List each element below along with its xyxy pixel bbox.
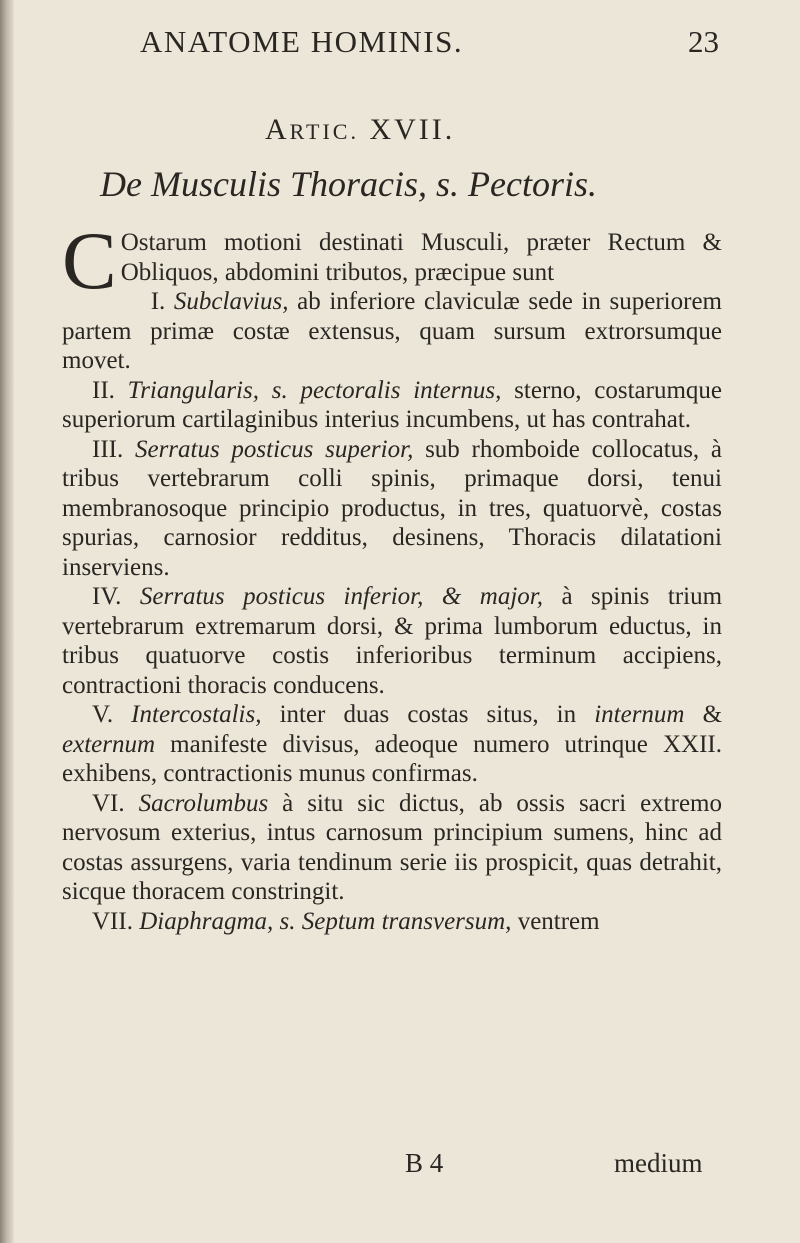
item-number: II. — [92, 376, 115, 404]
paragraph-5 — [62, 700, 722, 789]
item-text: inter duas costas situs, in — [279, 701, 577, 728]
section-title: De Musculis Thoracis, s. Pectoris. — [100, 164, 597, 204]
item-number: IV. — [92, 583, 122, 610]
article-heading — [265, 110, 565, 152]
ampersand: & — [702, 701, 723, 728]
article-number: XVII. — [369, 113, 456, 146]
muscle-name: Intercostalis, — [131, 701, 262, 728]
paragraph-7 — [62, 907, 722, 937]
paragraph-2 — [62, 376, 722, 435]
muscle-name: Serratus posticus superior, — [134, 435, 414, 463]
body-text — [62, 215, 723, 936]
item-text: sterno, costarumque superiorum cartilaginibus interius incumbens, ut has contrahat. — [62, 376, 723, 433]
item-text: sub rhomboide collocatus, à tribus vertebrarum colli spinis, primaque dorsi, tenui membranosoque principio productus, in tres, quatuorvè, costas spurias, carnosior redditus, desinens, Thoracis dilatationi inserviens. — [62, 435, 723, 581]
catchword: medium — [614, 1148, 703, 1178]
article-label-rest: RTIC. — [289, 119, 359, 144]
item-number: VI. — [92, 789, 125, 817]
item-text: ventrem — [517, 907, 600, 935]
muscle-name: Subclavius, — [173, 288, 289, 315]
paragraph-3 — [62, 435, 722, 583]
item-number: VII. — [92, 907, 133, 935]
item-number: III. — [92, 435, 124, 463]
drop-capital: C — [62, 215, 117, 306]
article-label-initial: A — [265, 113, 290, 146]
muscle-name-internal: internum — [594, 701, 685, 728]
muscle-name-external: externum — [62, 730, 156, 758]
signature-mark: B 4 — [405, 1148, 444, 1178]
paragraph-1 — [62, 287, 722, 376]
binding-gutter — [0, 0, 14, 1243]
running-head: ANATOME HOMINIS. — [140, 24, 464, 59]
paragraph-6 — [62, 789, 722, 907]
item-text: à spinis trium vertebrarum extremarum dorsi, & prima lumborum eductus, in tribus quatuorve costis inferioribus terminum accipiens, contractioni thoracis conducens. — [62, 583, 723, 699]
intro-text: Ostarum motioni destinati Musculi, præter Rectum & Obliquos, abdomini tributos, præcipue sunt — [120, 229, 722, 286]
item-number: I. — [150, 288, 166, 315]
muscle-name: Serratus posticus inferior, & major, — [139, 583, 543, 610]
item-number: V. — [92, 701, 114, 728]
muscle-name: Diaphragma, s. Septum transversum, — [139, 907, 512, 935]
item-text-continued: manifeste divisus, adeoque numero utrinque XXII. exhibens, contractionis munus confirmas. — [62, 730, 722, 787]
muscle-name: Triangularis, s. pectoralis internus, — [127, 376, 502, 404]
paragraph-4 — [62, 582, 722, 700]
muscle-name: Sacrolumbus — [138, 789, 269, 817]
page-number: 23 — [688, 24, 719, 59]
item-text: ab inferiore claviculæ sede in superiorem partem primæ costæ extensus, quam sursum extrorsumque movet. — [62, 288, 722, 374]
item-text: à situ sic dictus, ab ossis sacri extremo nervosum exterius, intus carnosum principium sumens, hinc ad costas assurgens, varia tendinum serie iis prospicit, quas detrahit, sicque thoracem constringit. — [62, 789, 722, 905]
